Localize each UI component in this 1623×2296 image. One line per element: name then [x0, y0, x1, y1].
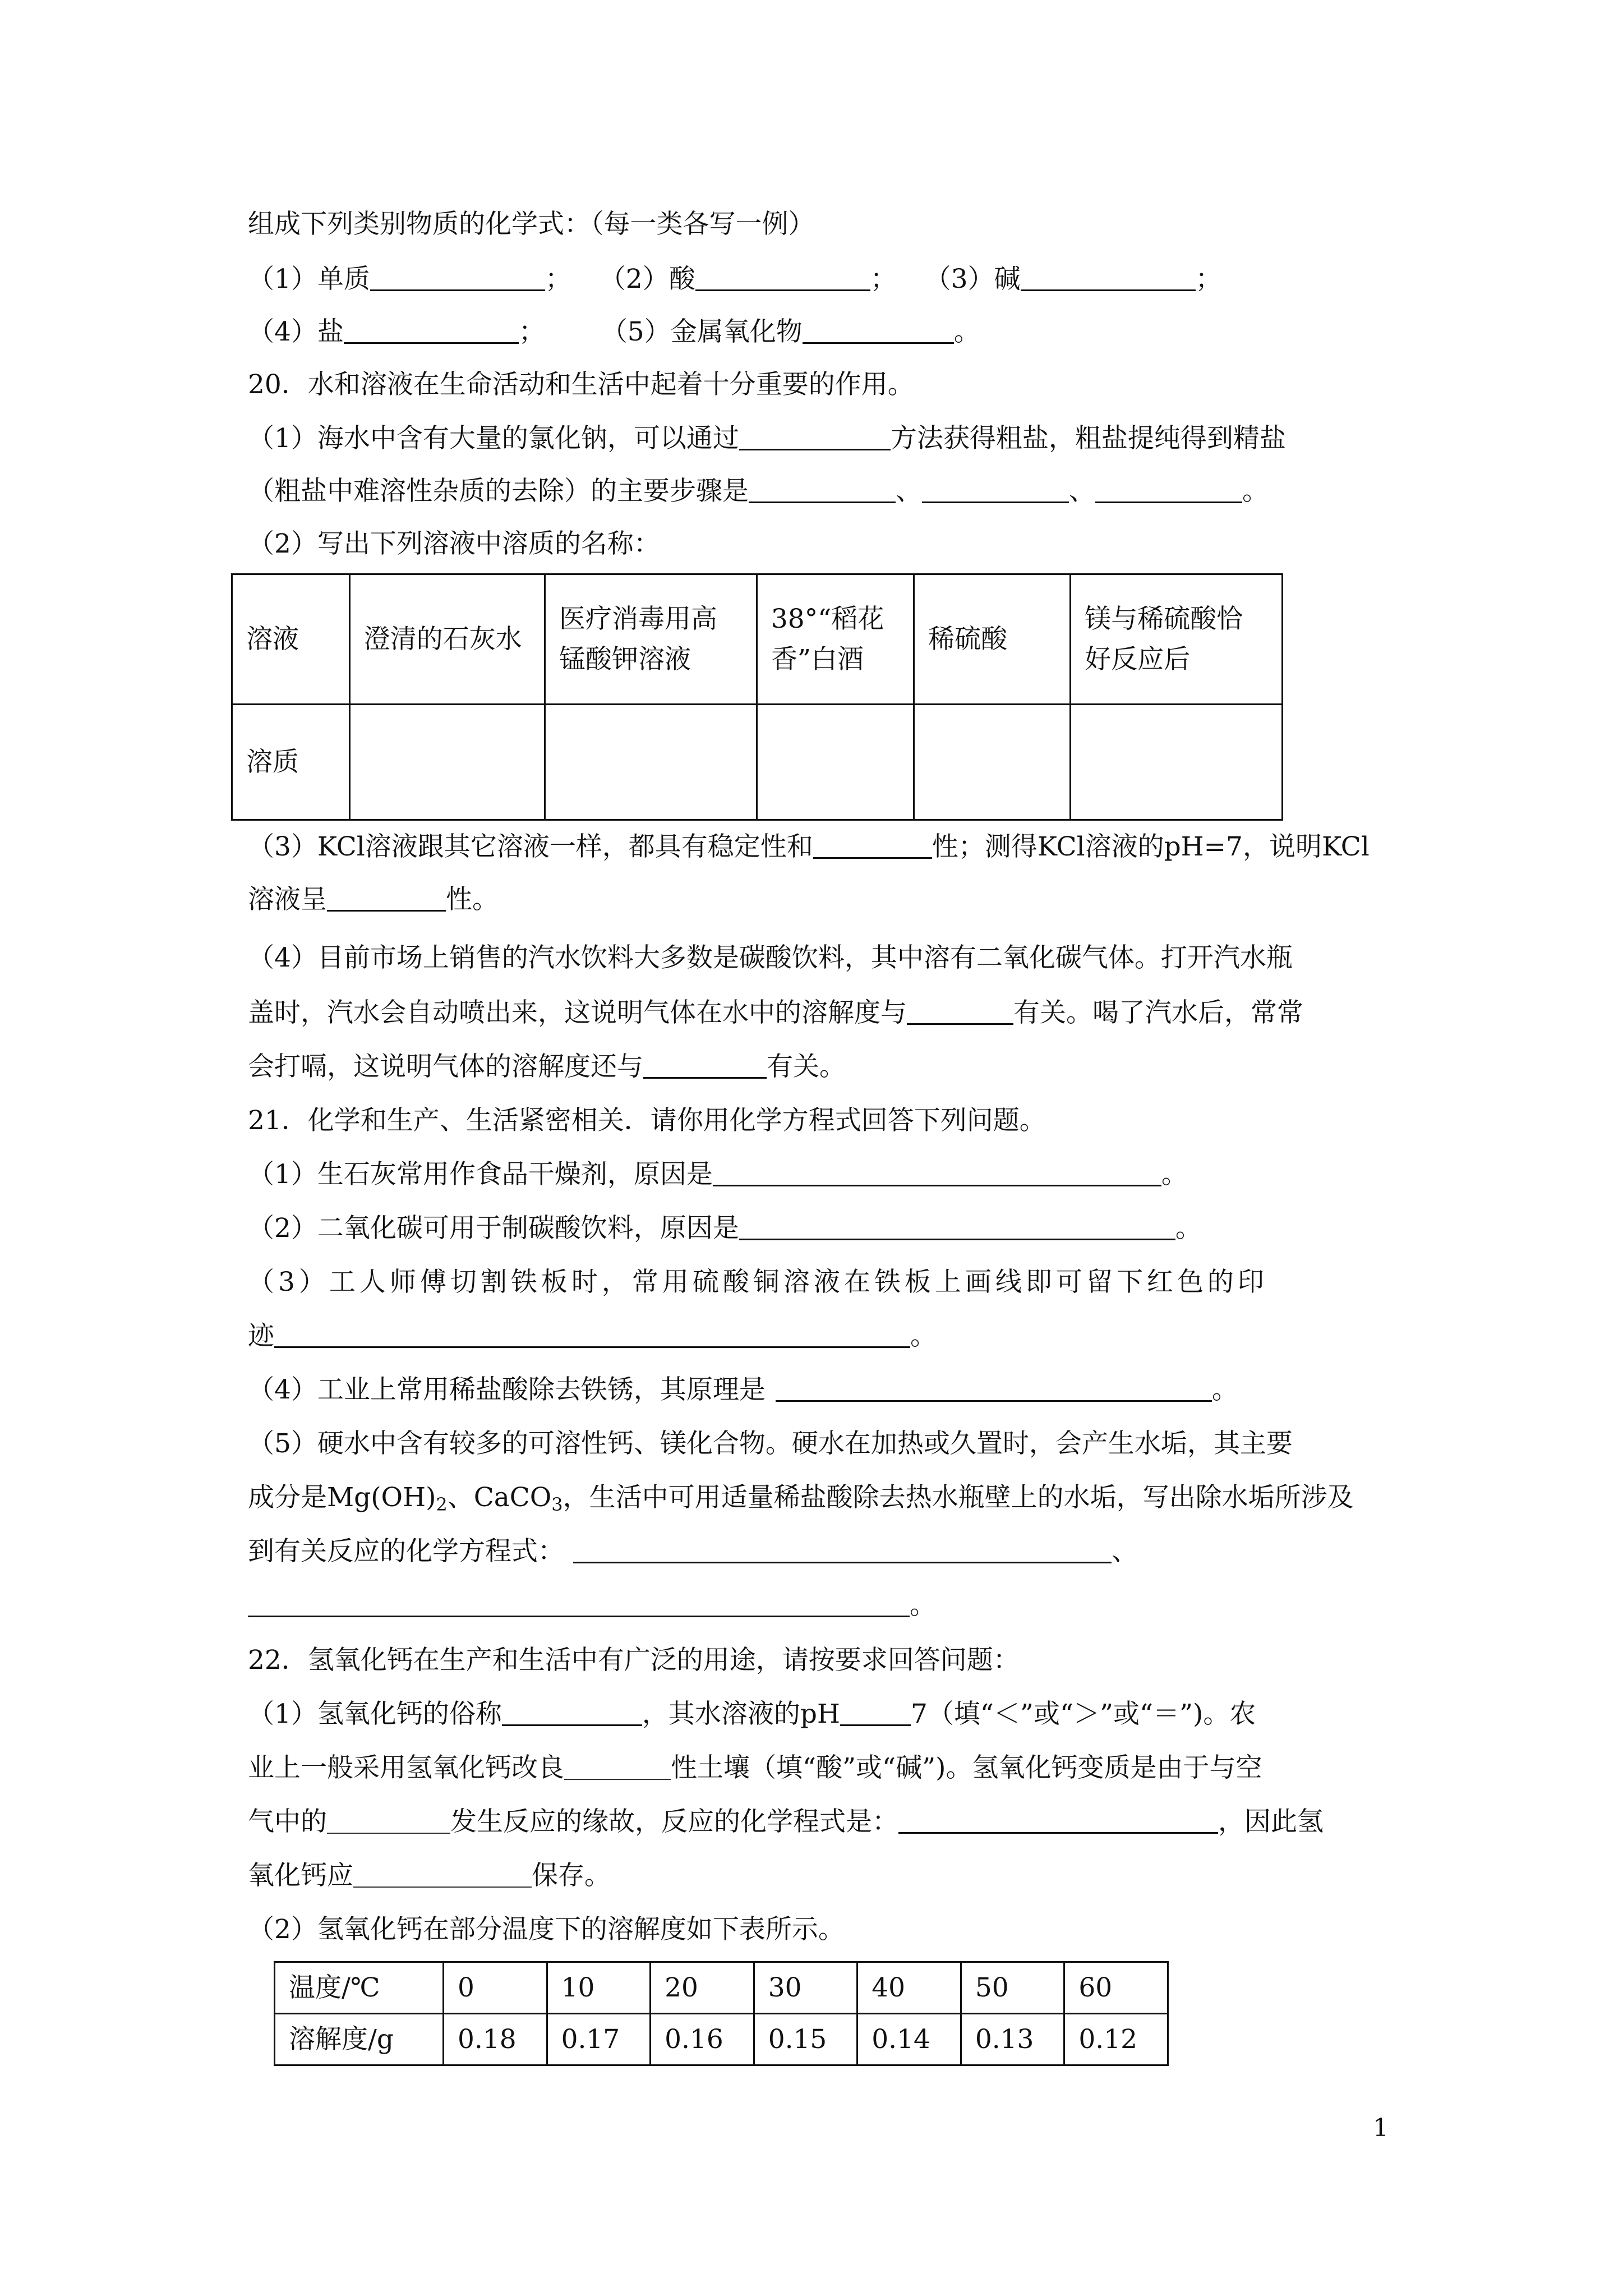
table-cell: 医疗消毒用高锰酸钾溶液: [545, 574, 757, 705]
answer-cell[interactable]: [349, 705, 545, 820]
answer-blank[interactable]: [713, 1160, 1161, 1186]
answer-blank[interactable]: [749, 477, 896, 503]
text: ，其水溶液的pH: [642, 1699, 840, 1729]
answer-blank[interactable]: [502, 1700, 642, 1726]
q20-p3-line2: [248, 883, 499, 917]
text: 方法获得粗盐，粗盐提纯得到精盐: [890, 423, 1286, 454]
text: 会打嗝，这说明气体的溶解度还与: [248, 1051, 643, 1082]
table-cell: 澄清的石灰水: [349, 574, 545, 705]
answer-blank[interactable]: [353, 1862, 532, 1888]
text: （粗盐中难溶性杂质的去除）的主要步骤是: [248, 476, 749, 507]
answer-blank[interactable]: [643, 1052, 767, 1079]
text: 气中的: [248, 1806, 327, 1837]
answer-blank[interactable]: [803, 318, 954, 344]
table-cell: 溶质: [232, 705, 350, 820]
temp-cell: 60: [1064, 1962, 1168, 2014]
q21-p5-line4: [248, 1589, 936, 1622]
text: 业上一般采用氢氧化钙改良: [248, 1752, 564, 1783]
q21-p3-line2: [248, 1319, 937, 1353]
q20-p1-line2: [248, 475, 1269, 508]
solubility-cell: 0.17: [547, 2014, 651, 2065]
table-header: 溶解度/g: [275, 2014, 444, 2065]
q22-title: 22．氢氧化钙在生产和生活中有广泛的用途，请按要求回答问题：: [248, 1645, 1020, 1676]
text: 到有关反应的化学方程式：: [248, 1536, 564, 1567]
punct: 。: [1175, 1213, 1202, 1244]
q21-p1: [248, 1158, 1188, 1191]
solubility-cell: 0.14: [857, 2014, 961, 2065]
temp-cell: 30: [754, 1962, 857, 2014]
q20-p4-line3: [248, 1050, 846, 1084]
text: 氧化钙应: [248, 1860, 353, 1891]
punct: 。: [910, 1590, 936, 1621]
text: 性。: [446, 884, 499, 915]
answer-blank[interactable]: [248, 1591, 910, 1617]
q21-p5-line2: [248, 1481, 1354, 1521]
answer-blank[interactable]: [840, 1700, 911, 1726]
text: 性土壤（填“酸”或“碱”)。氢氧化钙变质是由于与空: [671, 1752, 1262, 1783]
label-base: （3）碱: [924, 264, 1021, 295]
punct: 、: [896, 476, 922, 507]
answer-blank[interactable]: [327, 885, 446, 912]
q21-p5-line1: （5）硬水中含有较多的可溶性钙、镁化合物。硬水在加热或久置时，会产生水垢，其主要: [248, 1428, 1293, 1459]
table-cell: 镁与稀硫酸恰好反应后: [1071, 574, 1283, 705]
punct: ；: [1195, 264, 1222, 295]
temp-cell: 10: [547, 1962, 651, 2014]
q21-p4: [248, 1373, 1238, 1407]
q22-p1-line1: [248, 1697, 1256, 1731]
answer-cell[interactable]: [1071, 705, 1283, 820]
answer-blank[interactable]: [344, 318, 519, 344]
table-cell: 稀硫酸: [914, 574, 1071, 705]
punct: ；: [870, 264, 897, 295]
text: 有关。: [767, 1051, 846, 1082]
text: （1）海水中含有大量的氯化钠，可以通过: [248, 423, 739, 454]
answer-blank[interactable]: [907, 999, 1013, 1025]
text: 、CaCO: [447, 1482, 552, 1513]
intro-heading: 组成下列类别物质的化学式：（每一类各写一例）: [248, 209, 815, 240]
punct: ；: [545, 264, 571, 295]
answer-cell[interactable]: [545, 705, 757, 820]
label-element: （1）单质: [248, 264, 370, 295]
answer-cell[interactable]: [757, 705, 914, 820]
solubility-cell: 0.13: [961, 2014, 1064, 2065]
q22-p1-line4: [248, 1859, 611, 1893]
solubility-cell: 0.15: [754, 2014, 857, 2065]
answer-blank[interactable]: [1095, 477, 1242, 503]
label-metal-oxide: （5）金属氧化物: [601, 316, 803, 347]
q20-p2: （2）写出下列溶液中溶质的名称：: [248, 528, 660, 559]
q22-p2: （2）氢氧化钙在部分温度下的溶解度如下表所示。: [248, 1914, 845, 1945]
table-header: 温度/℃: [275, 1962, 444, 2014]
text: 迹: [248, 1320, 274, 1351]
punct: 。: [910, 1320, 937, 1351]
solubility-cell: 0.18: [444, 2014, 547, 2065]
punct: 。: [1161, 1159, 1188, 1190]
q21-p2: [248, 1212, 1202, 1245]
text: ，因此氢: [1218, 1806, 1324, 1837]
answer-blank[interactable]: [327, 1808, 450, 1834]
text: 成分是Mg(OH): [248, 1482, 436, 1513]
q20-title: 20．水和溶液在生命活动和生活中起着十分重要的作用。: [248, 369, 914, 400]
table-cell: 38°“稻花香”白酒: [757, 574, 914, 705]
q21-p5-line3: [248, 1535, 1138, 1568]
text: ，生活中可用适量稀盐酸除去热水瓶壁上的水垢，写出除水垢所涉及: [562, 1482, 1354, 1513]
q20-p1-line1: [248, 422, 1286, 455]
text: （1）氢氧化钙的俗称: [248, 1699, 502, 1729]
answer-blank[interactable]: [776, 1375, 1212, 1402]
answer-blank[interactable]: [739, 1214, 1175, 1240]
q20-p4-line1: （4）目前市场上销售的汽水饮料大多数是碳酸饮料，其中溶有二氧化碳气体。打开汽水瓶: [248, 942, 1293, 973]
text: 盖时，汽水会自动喷出来，这说明气体在水中的溶解度与: [248, 997, 907, 1028]
text: 7（填“＜”或“＞”或“＝”)。农: [910, 1699, 1256, 1729]
subscript: 3: [551, 1494, 563, 1515]
text: 性；测得KCl溶液的pH=7，说明KCl: [932, 831, 1370, 862]
answer-blank[interactable]: [898, 1807, 1218, 1834]
answer-cell[interactable]: [914, 705, 1071, 820]
page-number: 1: [1373, 2114, 1389, 2142]
q20-p4-line2: [248, 996, 1303, 1030]
subscript: 2: [436, 1494, 448, 1515]
answer-blank[interactable]: [564, 1754, 671, 1780]
solute-table: [231, 573, 1283, 821]
text: （1）生石灰常用作食品干燥剂，原因是: [248, 1159, 713, 1190]
answer-blank[interactable]: [813, 832, 932, 859]
punct: 。: [953, 316, 980, 347]
solubility-table: [274, 1961, 1169, 2066]
punct: 、: [1112, 1536, 1138, 1567]
answer-blank[interactable]: [695, 265, 870, 291]
punct: 、: [1069, 476, 1095, 507]
text: 保存。: [532, 1860, 611, 1891]
q22-p1-line3: [248, 1805, 1324, 1839]
answer-blank[interactable]: [274, 1322, 910, 1348]
punct: 。: [1242, 476, 1269, 507]
temp-cell: 0: [444, 1962, 547, 2014]
label-acid: （2）酸: [599, 264, 695, 295]
text: 发生反应的缘故，反应的化学程式是：: [450, 1806, 898, 1837]
text: （4）工业上常用稀盐酸除去铁锈，其原理是: [248, 1374, 766, 1405]
temp-cell: 40: [857, 1962, 961, 2014]
answer-blank[interactable]: [739, 424, 891, 450]
label-salt: （4）盐: [248, 316, 344, 347]
q22-p1-line2: [248, 1751, 1262, 1785]
text: 有关。喝了汽水后，常常: [1013, 997, 1303, 1028]
text: 溶液呈: [248, 884, 327, 915]
punct: 。: [1211, 1374, 1238, 1405]
punct: ；: [518, 316, 545, 347]
q20-p3-line1: [248, 830, 1370, 864]
text: （3）KCl溶液跟其它溶液一样，都具有稳定性和: [248, 831, 813, 862]
intro-row2: [248, 315, 980, 349]
table-cell: 溶液: [232, 574, 350, 705]
solubility-cell: 0.16: [651, 2014, 754, 2065]
answer-blank[interactable]: [1021, 265, 1196, 291]
answer-blank[interactable]: [370, 265, 545, 291]
q21-p3-line1: （3）工人师傅切割铁板时，常用硫酸铜溶液在铁板上画线即可留下红色的印: [248, 1267, 1268, 1297]
answer-blank[interactable]: [573, 1537, 1112, 1563]
q21-title: 21．化学和生产、生活紧密相关．请你用化学方程式回答下列问题。: [248, 1105, 1046, 1136]
text: （2）二氧化碳可用于制碳酸饮料，原因是: [248, 1213, 739, 1244]
temp-cell: 20: [651, 1962, 754, 2014]
intro-row1: [248, 263, 1222, 296]
solubility-cell: 0.12: [1064, 2014, 1168, 2065]
temp-cell: 50: [961, 1962, 1064, 2014]
answer-blank[interactable]: [922, 477, 1069, 503]
